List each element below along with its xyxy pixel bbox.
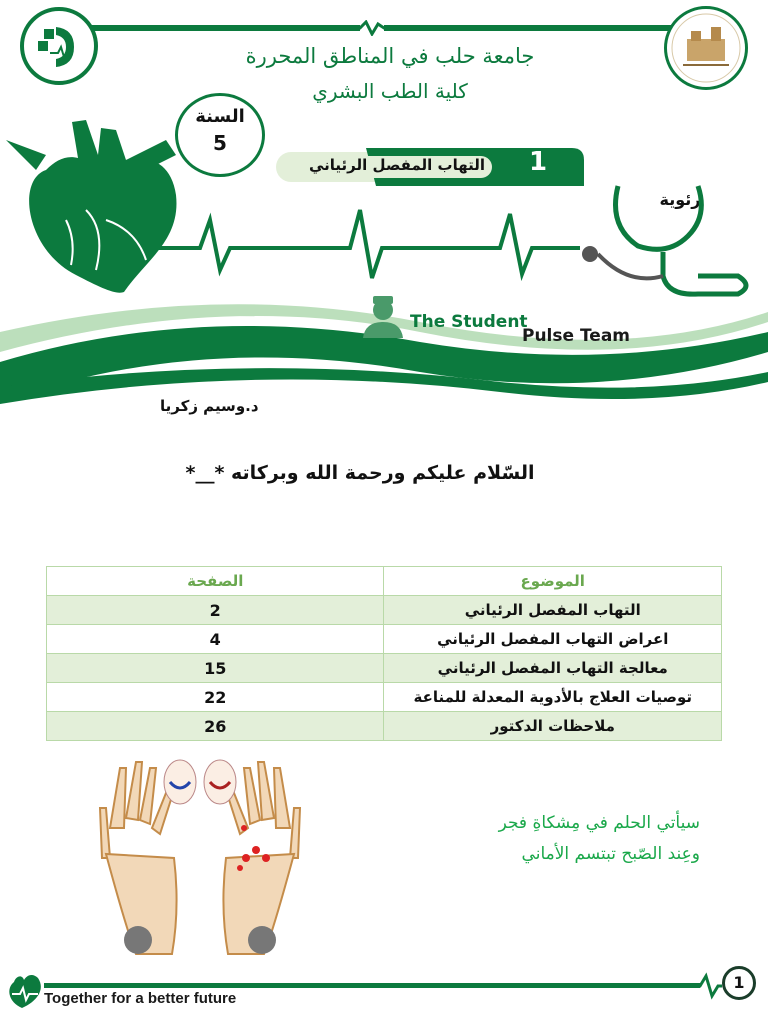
table-row xyxy=(47,712,722,741)
toc-topic: ملاحظات الدكتور xyxy=(384,712,722,741)
university-crest-icon xyxy=(664,6,748,90)
lesson-number: 1 xyxy=(528,147,548,177)
doctor-avatar-icon xyxy=(355,294,411,340)
page-number: 1 xyxy=(722,966,756,1000)
stethoscope-icon xyxy=(578,176,758,306)
table-row xyxy=(47,683,722,712)
table-of-contents xyxy=(46,566,722,741)
heart-ecg-footer-icon xyxy=(6,968,46,1012)
table-row xyxy=(47,625,722,654)
header-ecg-line xyxy=(0,20,768,36)
table-row xyxy=(47,654,722,683)
quote-line-1: سيأتي الحلم في مِشكاةِ فجر xyxy=(498,813,700,833)
toc-topic: التهاب المفصل الرئياني xyxy=(384,596,722,625)
doctor-name: د.وسيم زكريا xyxy=(160,397,259,415)
toc-header-row xyxy=(47,567,722,596)
lesson-title: التهاب المفصل الرئياني xyxy=(308,156,486,174)
team-name-part2: Pulse Team xyxy=(522,326,631,346)
year-number: 5 xyxy=(213,131,227,155)
table-row xyxy=(47,596,722,625)
toc-page: 22 xyxy=(47,683,384,712)
faculty-name: كلية الطب البشري xyxy=(312,79,468,103)
greeting: السّلام عليكم ورحمة الله وبركاته *__* xyxy=(185,462,535,484)
year-label: السنة xyxy=(195,106,245,127)
quote-line-2: وعِند الصّبح تبتسم الأماني xyxy=(521,844,700,864)
footer-slogan: Together for a better future xyxy=(44,990,237,1007)
toc-page: 4 xyxy=(47,625,384,654)
team-name-part1: The Student xyxy=(410,312,528,332)
toc-topic: توصيات العلاج بالأدوية المعدلة للمناعة xyxy=(384,683,722,712)
hand-xray-icon xyxy=(96,758,304,958)
toc-page: 26 xyxy=(47,712,384,741)
toc-page: 2 xyxy=(47,596,384,625)
toc-topic: اعراض التهاب المفصل الرئياني xyxy=(384,625,722,654)
toc-page: 15 xyxy=(47,654,384,683)
app-logo-icon xyxy=(20,7,98,85)
year-badge xyxy=(175,93,265,177)
specialty-label: رئوية xyxy=(659,190,701,209)
toc-header-topic: الموضوع xyxy=(384,567,722,596)
university-name: جامعة حلب في المناطق المحررة xyxy=(245,44,535,68)
toc-topic: معالجة التهاب المفصل الرئياني xyxy=(384,654,722,683)
toc-header-page: الصفحة xyxy=(47,567,384,596)
